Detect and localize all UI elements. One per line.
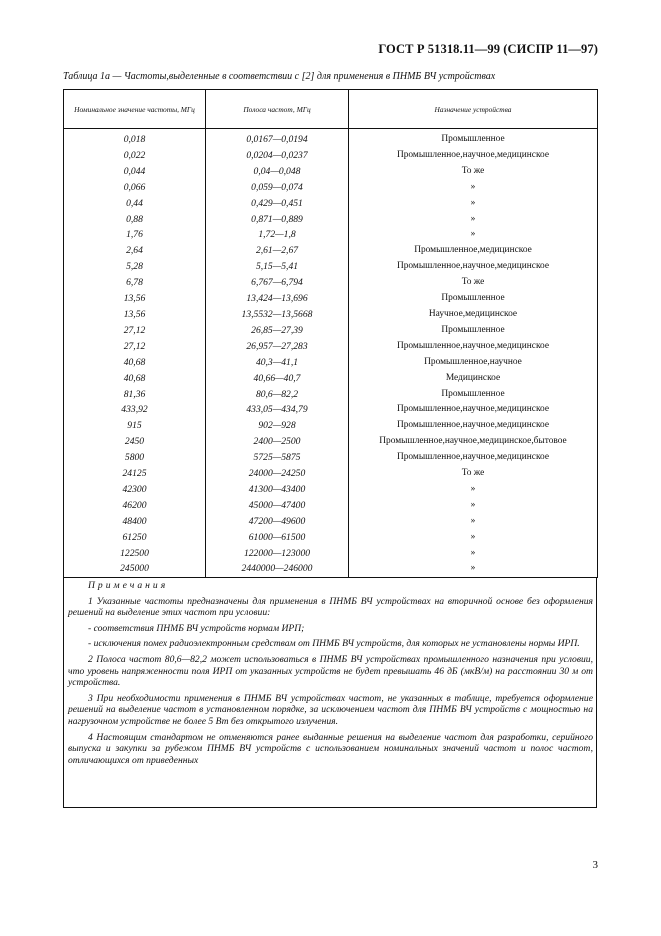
cell-frequency-band: 13,424—13,696 [206,291,349,307]
cell-device-purpose: » [349,196,598,212]
cell-device-purpose: То же [349,275,598,291]
cell-nominal-frequency: 0,066 [64,180,206,196]
cell-frequency-band: 5,15—5,41 [206,259,349,275]
column-header-device-purpose: Назначение устройства [349,90,598,129]
table-row [64,466,598,482]
cell-device-purpose: » [349,482,598,498]
cell-frequency-band: 40,3—41,1 [206,355,349,371]
cell-device-purpose: Промышленное,научное [349,355,598,371]
cell-nominal-frequency: 915 [64,418,206,434]
cell-device-purpose: » [349,561,598,577]
cell-device-purpose: » [349,227,598,243]
column-header-nominal-frequency: Номинальное значение частоты, МГц [64,90,206,129]
column-header-frequency-band: Полоса частот, МГц [206,90,349,129]
note-1: 1 Указанные частоты предназначены для применения в ПНМБ ВЧ устройствах на вторичной основе без оформления решений на выделение этих частот при условии: [68,595,593,619]
cell-device-purpose: Научное,медицинское [349,307,598,323]
cell-device-purpose: Промышленное [349,323,598,339]
cell-nominal-frequency: 2,64 [64,243,206,259]
table-row [64,387,598,403]
cell-device-purpose: » [349,498,598,514]
cell-nominal-frequency: 40,68 [64,355,206,371]
table-row [64,243,598,259]
notes-block [63,578,597,808]
table-row [64,546,598,562]
table-row [64,180,598,196]
cell-nominal-frequency: 40,68 [64,371,206,387]
table-row [64,371,598,387]
table-row [64,291,598,307]
cell-device-purpose: » [349,180,598,196]
cell-frequency-band: 26,957—27,283 [206,339,349,355]
cell-device-purpose: Промышленное,научное,медицинское,бытовое [349,434,598,450]
cell-device-purpose: Промышленное,научное,медицинское [349,402,598,418]
cell-frequency-band: 5725—5875 [206,450,349,466]
cell-frequency-band: 122000—123000 [206,546,349,562]
cell-frequency-band: 24000—24250 [206,466,349,482]
cell-nominal-frequency: 6,78 [64,275,206,291]
cell-frequency-band: 0,0204—0,0237 [206,148,349,164]
table-row [64,434,598,450]
cell-nominal-frequency: 245000 [64,561,206,577]
frequency-table [63,89,598,578]
cell-nominal-frequency: 0,44 [64,196,206,212]
cell-frequency-band: 0,871—0,889 [206,212,349,228]
cell-nominal-frequency: 5800 [64,450,206,466]
cell-frequency-band: 433,05—434,79 [206,402,349,418]
cell-frequency-band: 0,429—0,451 [206,196,349,212]
note-4: 4 Настоящим стандартом не отменяются ранее выданные решения на выделение частот для разработки, серийного выпуска и закупки за рубежом ПНМБ ВЧ устройств с использованием номинальных значений частот и полос частот, отличающихся от приведенных [68,731,593,766]
cell-nominal-frequency: 27,12 [64,323,206,339]
cell-device-purpose: Промышленное [349,291,598,307]
note-3: 3 При необходимости применения в ПНМБ ВЧ устройствах частот, не указанных в таблице, требуется оформление решений на выделение частот в установленном порядке, за исключением частот для ПНМБ ВЧ устройств с мощностью на нагрузочном устройстве не более 5 Вт без открытого излучения. [68,692,593,727]
cell-nominal-frequency: 2450 [64,434,206,450]
cell-device-purpose: То же [349,466,598,482]
cell-nominal-frequency: 27,12 [64,339,206,355]
table-header-row [64,90,598,129]
cell-nominal-frequency: 0,044 [64,164,206,180]
cell-device-purpose: Промышленное [349,129,598,148]
cell-device-purpose: Промышленное,научное,медицинское [349,148,598,164]
cell-device-purpose: » [349,530,598,546]
table-row [64,561,598,577]
table-row [64,227,598,243]
cell-frequency-band: 6,767—6,794 [206,275,349,291]
cell-nominal-frequency: 13,56 [64,291,206,307]
cell-frequency-band: 1,72—1,8 [206,227,349,243]
table-row [64,275,598,291]
cell-frequency-band: 45000—47400 [206,498,349,514]
page-number: 3 [592,859,598,871]
cell-nominal-frequency: 24125 [64,466,206,482]
table-row [64,323,598,339]
cell-device-purpose: Промышленное,научное,медицинское [349,259,598,275]
table-caption: Таблица 1а — Частоты,выделенные в соответствии с [2] для применения в ПНМБ ВЧ устройствах [63,71,496,82]
cell-device-purpose: Промышленное [349,387,598,403]
table-row [64,402,598,418]
cell-nominal-frequency: 0,022 [64,148,206,164]
cell-nominal-frequency: 13,56 [64,307,206,323]
table-row [64,482,598,498]
cell-device-purpose: Медицинское [349,371,598,387]
table-row [64,530,598,546]
cell-nominal-frequency: 81,36 [64,387,206,403]
cell-device-purpose: Промышленное,научное,медицинское [349,418,598,434]
table-row [64,164,598,180]
cell-frequency-band: 2400—2500 [206,434,349,450]
cell-device-purpose: То же [349,164,598,180]
cell-nominal-frequency: 0,018 [64,129,206,148]
cell-frequency-band: 47200—49600 [206,514,349,530]
cell-device-purpose: » [349,212,598,228]
cell-nominal-frequency: 122500 [64,546,206,562]
cell-frequency-band: 0,04—0,048 [206,164,349,180]
cell-nominal-frequency: 46200 [64,498,206,514]
table-row [64,148,598,164]
table-row [64,129,598,148]
cell-frequency-band: 0,059—0,074 [206,180,349,196]
cell-frequency-band: 902—928 [206,418,349,434]
note-1-condition-b: - исключения помех радиоэлектронным средствам от ПНМБ ВЧ устройств, для которых не установлены нормы ИРП. [88,638,580,650]
cell-device-purpose: Промышленное,научное,медицинское [349,339,598,355]
cell-nominal-frequency: 48400 [64,514,206,530]
cell-nominal-frequency: 61250 [64,530,206,546]
table-row [64,355,598,371]
cell-device-purpose: » [349,514,598,530]
table-row [64,212,598,228]
cell-nominal-frequency: 42300 [64,482,206,498]
cell-nominal-frequency: 1,76 [64,227,206,243]
table-row [64,418,598,434]
cell-nominal-frequency: 433,92 [64,402,206,418]
table-row [64,339,598,355]
cell-nominal-frequency: 0,88 [64,212,206,228]
document-header: ГОСТ Р 51318.11—99 (СИСПР 11—97) [378,42,598,56]
table-row [64,307,598,323]
cell-frequency-band: 2440000—246000 [206,561,349,577]
cell-frequency-band: 26,85—27,39 [206,323,349,339]
note-1-condition-a: - соответствия ПНМБ ВЧ устройств нормам ИРП; [88,622,305,634]
table-row [64,514,598,530]
note-2: 2 Полоса частот 80,6—82,2 может использоваться в ПНМБ ВЧ устройствах промышленного назначения при условии, что уровень напряженности поля ИРП от указанных устройств не будет превышать 46 дБ (мкВ/м) на расстоянии 30 м от устройства. [68,653,593,689]
notes-title: Примечания [88,580,169,591]
cell-device-purpose: » [349,546,598,562]
cell-device-purpose: Промышленное,медицинское [349,243,598,259]
table-row [64,498,598,514]
cell-frequency-band: 2,61—2,67 [206,243,349,259]
cell-frequency-band: 41300—43400 [206,482,349,498]
table-row [64,450,598,466]
table-body [64,129,598,578]
cell-device-purpose: Промышленное,научное,медицинское [349,450,598,466]
cell-frequency-band: 40,66—40,7 [206,371,349,387]
cell-frequency-band: 13,5532—13,5668 [206,307,349,323]
table-row [64,259,598,275]
cell-nominal-frequency: 5,28 [64,259,206,275]
table-row [64,196,598,212]
cell-frequency-band: 61000—61500 [206,530,349,546]
cell-frequency-band: 80,6—82,2 [206,387,349,403]
cell-frequency-band: 0,0167—0,0194 [206,129,349,148]
